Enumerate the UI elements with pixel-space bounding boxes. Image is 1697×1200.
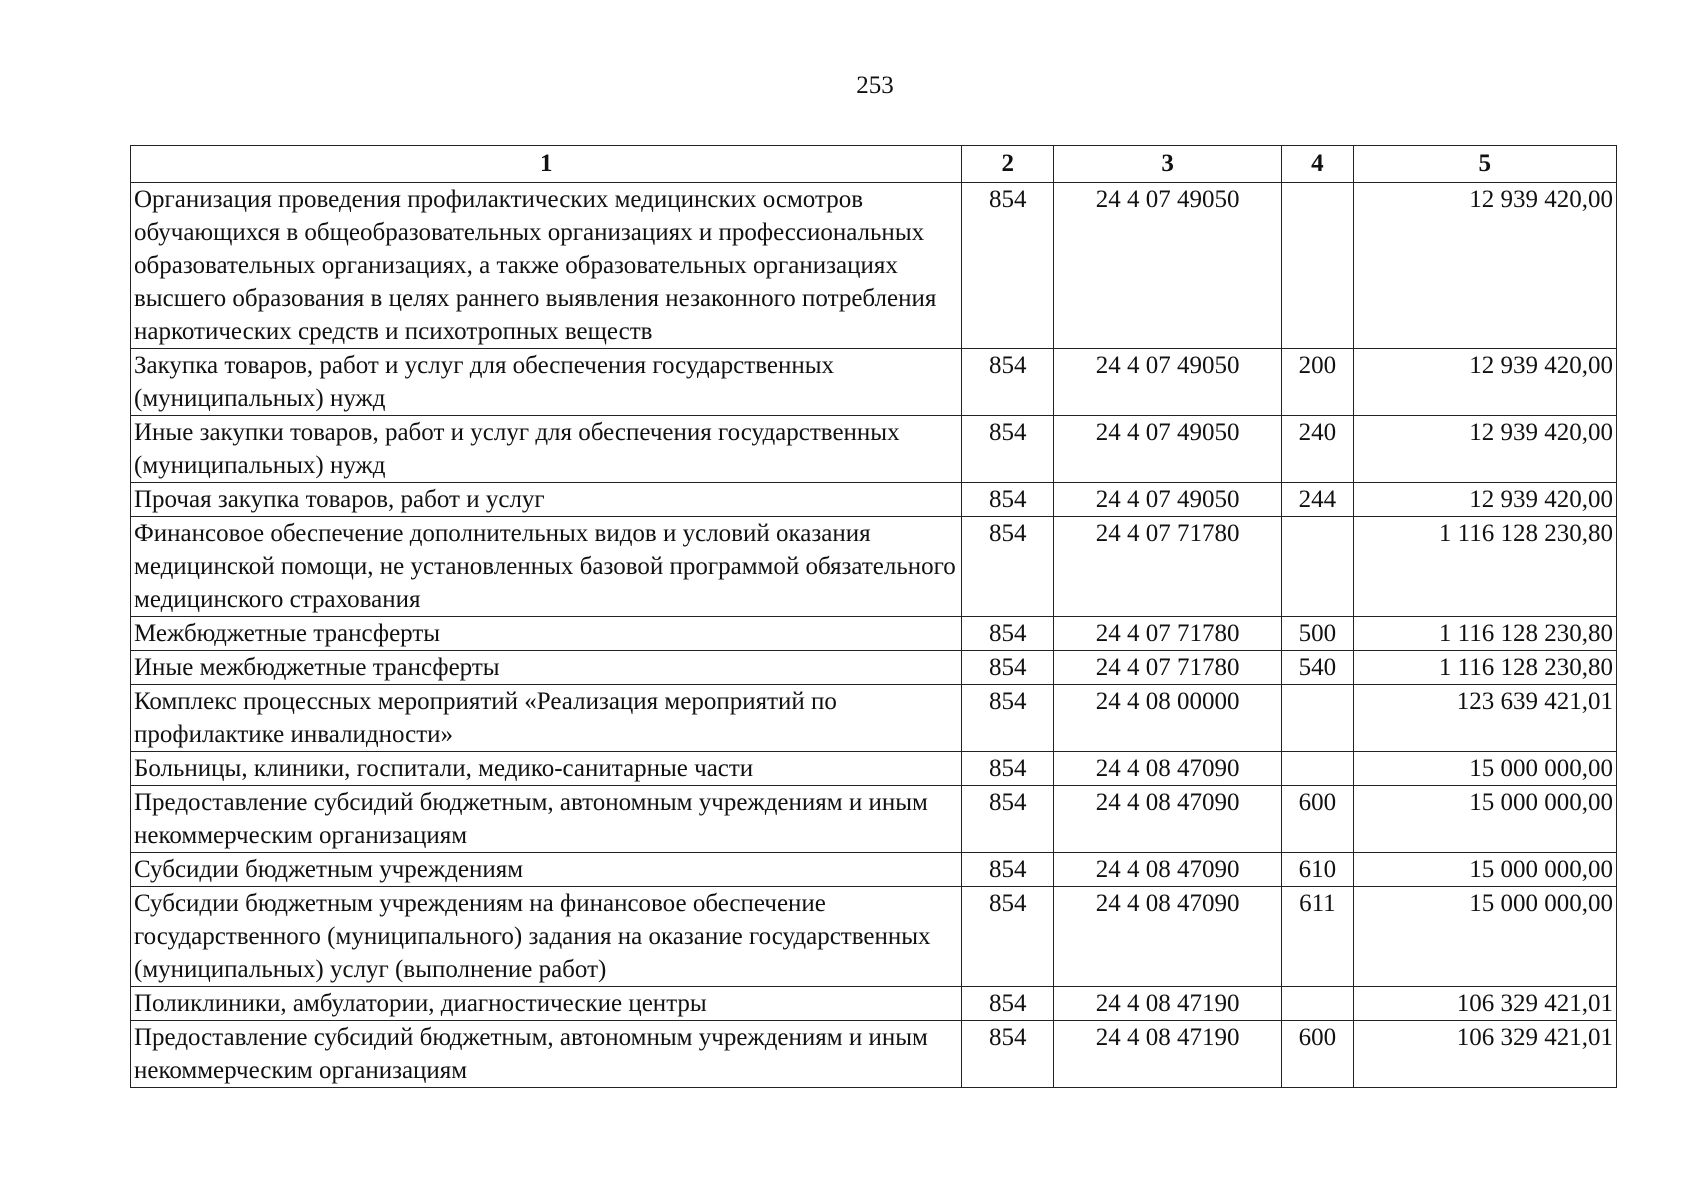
row-admin-code: 854 [962, 752, 1053, 786]
table-row [131, 1021, 1617, 1088]
row-name: Прочая закупка товаров, работ и услуг [131, 483, 962, 517]
row-amount: 15 000 000,00 [1353, 887, 1616, 987]
row-amount: 106 329 421,01 [1353, 1021, 1616, 1088]
row-expense-type [1282, 183, 1353, 349]
row-admin-code: 854 [962, 349, 1053, 416]
row-name: Межбюджетные трансферты [131, 617, 962, 651]
row-name: Организация проведения профилактических медицинских осмотров обучающихся в общеобразовательных организациях и профессиональных образовательных организациях, а также образовательных организациях высшего образования в целях раннего выявления незаконного потребления наркотических средств и психотропных веществ [131, 183, 962, 349]
row-admin-code: 854 [962, 183, 1053, 349]
row-target-code: 24 4 08 47090 [1053, 752, 1281, 786]
row-admin-code: 854 [962, 786, 1053, 853]
table-row [131, 887, 1617, 987]
table-row [131, 416, 1617, 483]
row-target-code: 24 4 08 47090 [1053, 786, 1281, 853]
row-expense-type: 500 [1282, 617, 1353, 651]
table-row [131, 987, 1617, 1021]
column-header-1: 1 [131, 146, 962, 183]
row-amount: 12 939 420,00 [1353, 349, 1616, 416]
table-row [131, 517, 1617, 617]
row-target-code: 24 4 07 49050 [1053, 349, 1281, 416]
row-expense-type [1282, 685, 1353, 752]
row-amount: 15 000 000,00 [1353, 752, 1616, 786]
row-target-code: 24 4 08 00000 [1053, 685, 1281, 752]
row-target-code: 24 4 08 47190 [1053, 1021, 1281, 1088]
row-name: Предоставление субсидий бюджетным, автономным учреждениям и иным некоммерческим организациям [131, 1021, 962, 1088]
row-amount: 1 116 128 230,80 [1353, 617, 1616, 651]
column-header-4: 4 [1282, 146, 1353, 183]
row-amount: 15 000 000,00 [1353, 786, 1616, 853]
row-amount: 12 939 420,00 [1353, 183, 1616, 349]
row-admin-code: 854 [962, 685, 1053, 752]
row-expense-type: 244 [1282, 483, 1353, 517]
table-row [131, 349, 1617, 416]
row-name: Предоставление субсидий бюджетным, автономным учреждениям и иным некоммерческим организациям [131, 786, 962, 853]
row-expense-type: 610 [1282, 853, 1353, 887]
row-admin-code: 854 [962, 416, 1053, 483]
row-amount: 106 329 421,01 [1353, 987, 1616, 1021]
row-target-code: 24 4 08 47090 [1053, 853, 1281, 887]
row-amount: 1 116 128 230,80 [1353, 517, 1616, 617]
row-amount: 12 939 420,00 [1353, 416, 1616, 483]
row-admin-code: 854 [962, 617, 1053, 651]
row-admin-code: 854 [962, 853, 1053, 887]
table-row [131, 651, 1617, 685]
row-admin-code: 854 [962, 517, 1053, 617]
row-expense-type [1282, 517, 1353, 617]
page-number: 253 [856, 72, 894, 99]
row-target-code: 24 4 07 49050 [1053, 483, 1281, 517]
row-target-code: 24 4 07 71780 [1053, 651, 1281, 685]
row-expense-type: 200 [1282, 349, 1353, 416]
row-expense-type: 600 [1282, 786, 1353, 853]
table-row [131, 853, 1617, 887]
row-admin-code: 854 [962, 987, 1053, 1021]
row-target-code: 24 4 07 49050 [1053, 183, 1281, 349]
row-target-code: 24 4 08 47090 [1053, 887, 1281, 987]
row-name: Финансовое обеспечение дополнительных видов и условий оказания медицинской помощи, не установленных базовой программой обязательного медицинского страхования [131, 517, 962, 617]
row-name: Поликлиники, амбулатории, диагностические центры [131, 987, 962, 1021]
table-row [131, 483, 1617, 517]
table-row [131, 617, 1617, 651]
row-admin-code: 854 [962, 887, 1053, 987]
row-name: Иные межбюджетные трансферты [131, 651, 962, 685]
table-header-row [131, 146, 1617, 183]
table-row [131, 183, 1617, 349]
table-row [131, 786, 1617, 853]
row-amount: 1 116 128 230,80 [1353, 651, 1616, 685]
row-target-code: 24 4 07 71780 [1053, 617, 1281, 651]
column-header-2: 2 [962, 146, 1053, 183]
table-row [131, 685, 1617, 752]
row-expense-type [1282, 987, 1353, 1021]
row-name: Комплекс процессных мероприятий «Реализация мероприятий по профилактике инвалидности» [131, 685, 962, 752]
row-expense-type: 611 [1282, 887, 1353, 987]
row-name: Субсидии бюджетным учреждениям [131, 853, 962, 887]
row-expense-type: 240 [1282, 416, 1353, 483]
row-amount: 123 639 421,01 [1353, 685, 1616, 752]
row-admin-code: 854 [962, 1021, 1053, 1088]
row-name: Закупка товаров, работ и услуг для обеспечения государственных (муниципальных) нужд [131, 349, 962, 416]
row-admin-code: 854 [962, 651, 1053, 685]
row-target-code: 24 4 07 71780 [1053, 517, 1281, 617]
row-amount: 15 000 000,00 [1353, 853, 1616, 887]
row-expense-type [1282, 752, 1353, 786]
column-header-5: 5 [1353, 146, 1616, 183]
budget-table [130, 145, 1617, 1088]
row-admin-code: 854 [962, 483, 1053, 517]
row-name: Субсидии бюджетным учреждениям на финансовое обеспечение государственного (муниципального) задания на оказание государственных (муниципальных) услуг (выполнение работ) [131, 887, 962, 987]
row-target-code: 24 4 08 47190 [1053, 987, 1281, 1021]
row-target-code: 24 4 07 49050 [1053, 416, 1281, 483]
row-name: Иные закупки товаров, работ и услуг для обеспечения государственных (муниципальных) нужд [131, 416, 962, 483]
row-expense-type: 540 [1282, 651, 1353, 685]
row-expense-type: 600 [1282, 1021, 1353, 1088]
column-header-3: 3 [1053, 146, 1281, 183]
table-row [131, 752, 1617, 786]
row-name: Больницы, клиники, госпитали, медико-санитарные части [131, 752, 962, 786]
row-amount: 12 939 420,00 [1353, 483, 1616, 517]
